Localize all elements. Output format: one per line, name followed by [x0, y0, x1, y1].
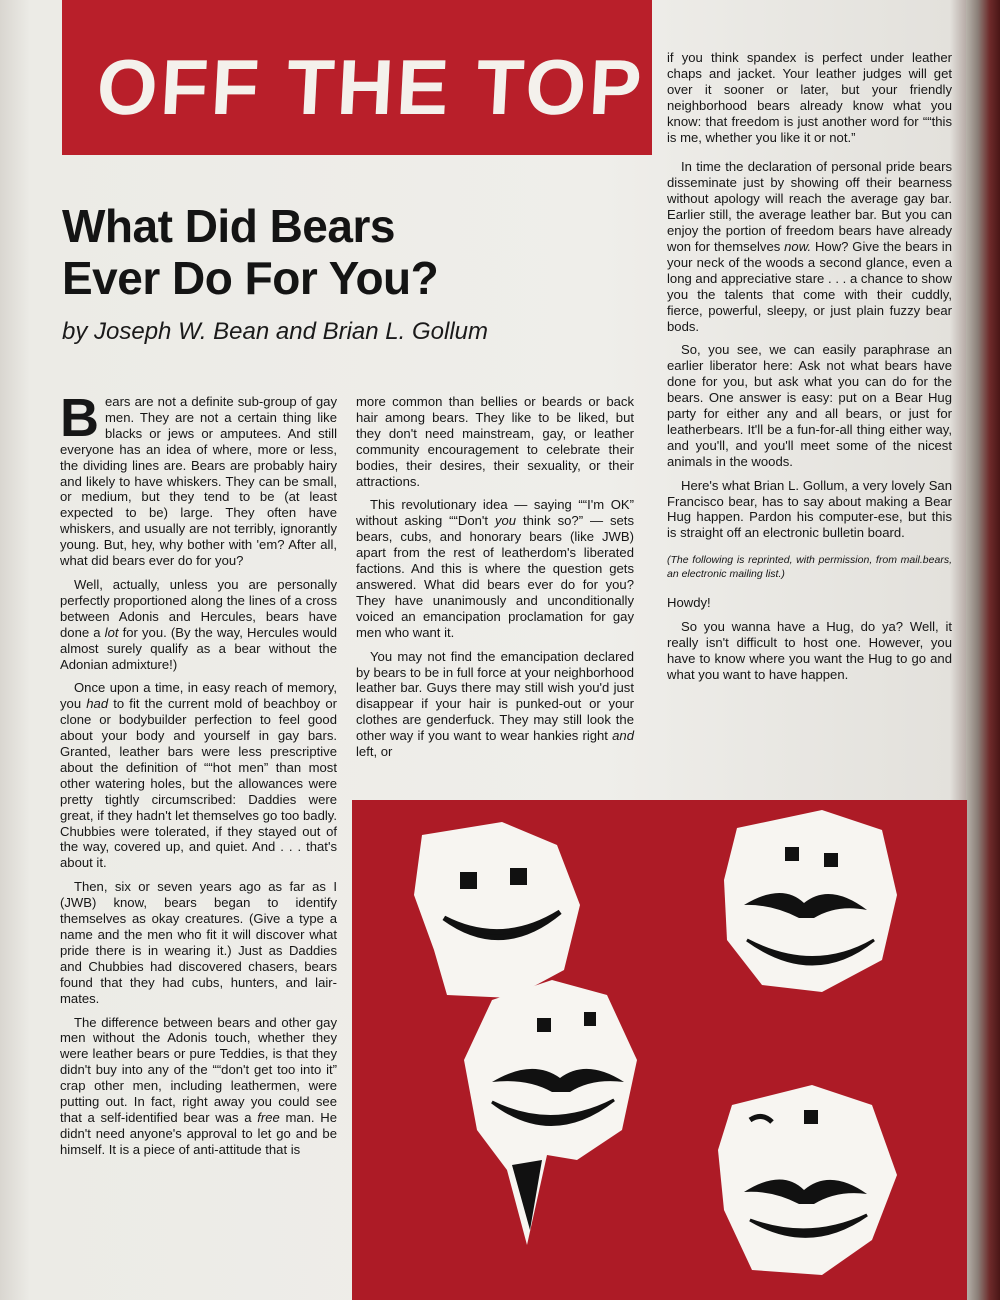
emphasis: lot — [104, 624, 119, 640]
paragraph: So you wanna have a Hug, do ya? Well, it really isn't difficult to host one. However, you have to know where you want the Hug to go and what you want to have happen. — [667, 619, 952, 682]
headline-line-2: Ever Do For You? — [62, 252, 439, 304]
text-run: Well, actually, unless you are personally perfectly proportioned along the lines of a cross between Adonis and Hercules, bears have done a — [60, 576, 337, 640]
paragraph-text: ears are not a definite sub-group of gay men. They are not a certain thing like blacks or jews or amputees. And still everyone has an idea of where, more or less, the dividing lines are. Bears are probably hairy and likely to have whiskers. They can be small, or medium, but they tend to be (at least expected to be) large. They often have whiskers, and usually are not terribly, ignorantly young. But, hey, why bother with 'em? After all, what did bears ever do for you? — [60, 394, 337, 569]
paragraph — [356, 497, 634, 640]
text-run: Once upon a time, in easy reach of memory, you — [60, 680, 337, 712]
article-headline — [62, 200, 602, 304]
paragraph: if you think spandex is perfect under leather chaps and jacket. Your leather judges will get over it sooner or later, but your friendly neighborhood bears already know what you know: that freedom is just another word for ““this is me, whether you like it or not.” — [667, 50, 952, 145]
text-run: left, or — [356, 744, 393, 760]
paragraph — [356, 649, 634, 760]
paragraph: Here's what Brian L. Gollum, a very lovely San Francisco bear, has to say about making a Bear Hug happen. Pardon his computer-ese, but this is straight off an electronic bulletin board. — [667, 477, 952, 541]
emphasis: and — [612, 728, 634, 744]
text-run: man. He didn't need anyone's approval to let go and be himself. It is a piece of anti-attitude that is — [60, 1109, 337, 1157]
mustache-face-icon — [724, 810, 897, 992]
text-column-3 — [667, 50, 952, 691]
paragraph — [60, 388, 337, 569]
text-column-2 — [356, 394, 634, 768]
paragraph: more common than bellies or beards or back hair among bears. They like to be liked, but they don't need mainstream, gay, or leather community encouragement to celebrate their bodies, their desires, their sexuality, or their attractions. — [356, 394, 634, 489]
paragraph — [60, 1015, 337, 1158]
drop-cap: B — [60, 388, 99, 448]
greeting: Howdy! — [667, 595, 711, 611]
text-run: How? Give the bears in your neck of the woods a second glance, even a long and appreciative stare . . . a chance to show you the talents that come with their cuddly, fierce, powerful, sleepy, or just plain fuzzy bear bods. — [667, 238, 952, 334]
text-run: In time the declaration of personal pride bears disseminate just by showing off their bearness without apology will reach the average gay bar. Earlier still, the average leather bar. But you can enjoy the portion of freedom bears have already won for themselves — [667, 159, 952, 254]
paragraph — [667, 159, 952, 334]
smiley-face-icon — [414, 822, 580, 998]
magazine-spine — [966, 0, 1000, 1300]
paragraph — [60, 680, 337, 871]
emphasis: had — [86, 696, 109, 712]
mustache-face-icon — [464, 980, 637, 1245]
headline-line-1: What Did Bears — [62, 200, 395, 252]
text-run: The difference between bears and other gay men without the Adonis touch, whether they were leather bears or pure Teddies, is that they didn't buy into any of the ““don't get too into it” crap other men, including leathermen, were putting out. In fact, right away you could see that a self-identified bear was a — [60, 1014, 337, 1125]
emphasis: you — [494, 513, 517, 529]
winking-face-icon — [718, 1085, 897, 1275]
text-run: This revolutionary idea — saying ““I'm OK” without asking ““Don't — [356, 497, 634, 529]
bear-faces-illustration — [352, 800, 967, 1300]
text-run: You may not find the emancipation declared by bears to be in full force at your neighborhood leather bar. Guys there may still wish you'd just disappear if your hair is punked-out or your clothes are genderfuck. They may still look the other way if you want to wear hankies right — [356, 648, 634, 744]
text-run: think so?” — sets bears, cubs, and honorary bears (like JWB) apart from the rest of leatherdom's liberated factions. And this is where the question gets answered. What did bears ever do for you? They have unanimously and unconditionally voiced an emancipation proclamation for gay men who want it. — [356, 513, 634, 640]
article-byline: by Joseph W. Bean and Brian L. Gollum — [62, 318, 488, 345]
paragraph: So, you see, we can easily paraphrase an earlier liberator here: Ask not what bears have done for you, but ask what you can do for the bears. One answer is easy: put on a Bear Hug party for either any and all bears, or just for leatherbears. It'll be a fun-for-all thing either way, and you'll, and you'll meet some of the nicest animals in the woods. — [667, 342, 952, 469]
section-banner — [62, 0, 652, 155]
paragraph — [60, 577, 337, 672]
text-column-1 — [60, 388, 338, 1166]
text-run: for you. (By the way, Hercules would almost surely qualify as a bear without the Adonian admixture!) — [60, 624, 338, 672]
reprint-note: (The following is reprinted, with permission, from mail.bears, an electronic mailing list.) — [667, 554, 952, 581]
emphasis: free — [257, 1109, 280, 1125]
text-run: to fit the current mold of beachboy or clone or bodybuilder perfection to feel good about your body and yourself in gay bars. Granted, leather bars were less prescriptive about the definition of ““hot men” than most other watering holes, but the allowances were pretty tightly circumscribed: Daddies were great, if they hadn't let themselves go too badly. Chubbies were tolerated, if they stayed out of the way, covered up, and quiet. And . . . that's about it. — [60, 696, 337, 871]
emphasis: now. — [784, 238, 812, 254]
faces-svg — [352, 800, 967, 1300]
section-title: OFF THE TOP — [94, 43, 647, 131]
paragraph: Then, six or seven years ago as far as I (JWB) know, bears began to identify themselves as okay creatures. (Give a type a name and the men who fit it will discover what pride there is in wearing it.) Just as Daddies and Chubbies had discovered chasers, bears found that they had cubs, hunters, and lair-mates. — [60, 879, 337, 1006]
